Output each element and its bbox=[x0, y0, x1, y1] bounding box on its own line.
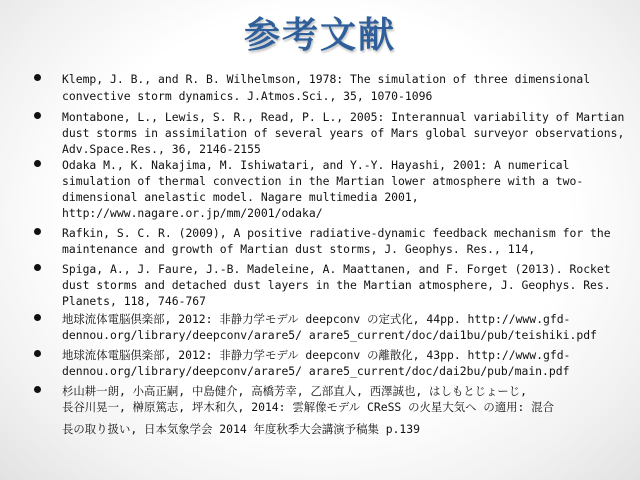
reference-line: 杉山耕一朗, 小高正嗣, 中島健介, 高橋芳幸, 乙部直人, 西澤誠也, はしもとじょーじ, bbox=[62, 384, 528, 398]
bullet-icon bbox=[34, 314, 41, 321]
reference-line: dennou.org/library/deepconv/arare5/ arare5_current/doc/dai1bu/pub/teishiki.pdf bbox=[62, 328, 597, 342]
reference-line: Spiga, A., J. Faure, J.-B. Madeleine, A. Maattanen, and F. Forget (2013). Rocket bbox=[62, 262, 611, 276]
reference-line: Rafkin, S. C. R. (2009), A positive radiative-dynamic feedback mechanism for the bbox=[62, 226, 611, 240]
reference-line: maintenance and growth of Martian dust storms, J. Geophys. Res., 114, bbox=[62, 242, 536, 256]
bullet-icon bbox=[34, 386, 41, 393]
reference-line: simulation of thermal convection in the Martian lower atmosphere with a two- bbox=[62, 174, 584, 188]
reference-line: convective storm dynamics. J.Atmos.Sci., 35, 1070-1096 bbox=[62, 89, 433, 103]
reference-line: dimensional anelastic model. Nagare multimedia 2001, bbox=[62, 190, 419, 204]
bullet-icon bbox=[34, 112, 41, 119]
reference-line: Klemp, J. B., and R. B. Wilhelmson, 1978: The simulation of three dimensional bbox=[62, 72, 591, 86]
reference-line: 地球流体電脳倶楽部, 2012: 非静力学モデル deepconv の定式化, 44pp. http://www.gfd- bbox=[62, 312, 571, 326]
bullet-icon bbox=[34, 350, 41, 357]
reference-line: dust storms and detached dust layers in the Martian atmosphere, J. Geophys. Res. bbox=[62, 278, 611, 292]
bullet-icon bbox=[34, 74, 41, 81]
reference-line: dust storms in assimilation of several years of Mars global surveyor observations, bbox=[62, 126, 625, 140]
reference-line: Planets, 118, 746-767 bbox=[62, 294, 207, 308]
reference-line: 長の取り扱い, 日本気象学会 2014 年度秋季大会講演予稿集 p.139 bbox=[62, 422, 420, 436]
slide-title: 参考文献 bbox=[243, 15, 396, 56]
reference-line: Odaka M., K. Nakajima, M. Ishiwatari, and Y.-Y. Hayashi, 2001: A numerical bbox=[62, 158, 570, 172]
bullet-icon bbox=[34, 228, 41, 235]
reference-line: Adv.Space.Res., 36, 2146-2155 bbox=[62, 142, 261, 156]
reference-line: dennou.org/library/deepconv/arare5/ arare5_current/doc/dai2bu/pub/main.pdf bbox=[62, 364, 570, 378]
reference-line: Montabone, L., Lewis, S. R., Read, P. L., 2005: Interannual variability of Martian bbox=[62, 110, 625, 124]
bullet-icon bbox=[34, 160, 41, 167]
bullet-icon bbox=[34, 264, 41, 271]
reference-line: 地球流体電脳倶楽部, 2012: 非静力学モデル deepconv の離散化, 43pp. http://www.gfd- bbox=[62, 348, 571, 362]
reference-line: http://www.nagare.or.jp/mm/2001/odaka/ bbox=[62, 206, 323, 220]
reference-line: 長谷川晃一, 榊原篤志, 坪木和久, 2014: 雲解像モデル CReSS の火星大気へ の適用: 混合 bbox=[62, 400, 555, 414]
